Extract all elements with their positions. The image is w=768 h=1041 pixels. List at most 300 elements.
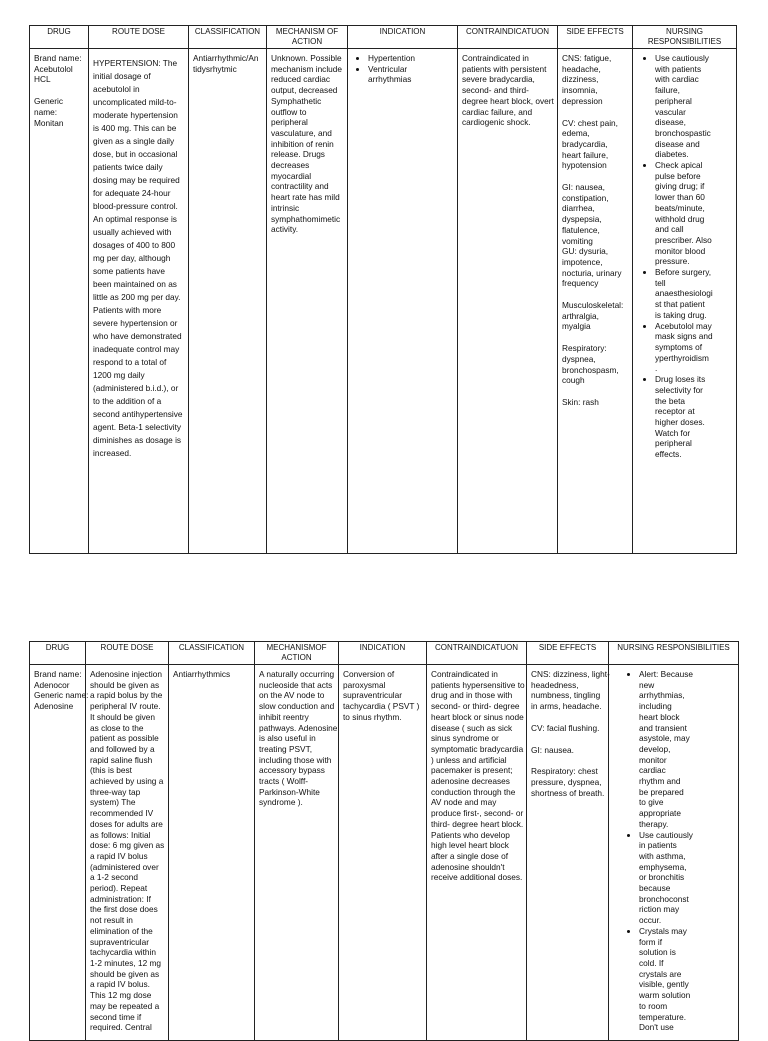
- text-line: moderate hypertension: [93, 110, 178, 120]
- text-line: in arms, headache.: [531, 701, 602, 712]
- text-line: Unknown. Possible: [271, 53, 342, 63]
- text-line: vasculature, and: [271, 127, 332, 138]
- text-line: paroxysmal: [343, 679, 386, 690]
- text-line: It should be given: [90, 711, 156, 722]
- text-line: acebutolol in: [93, 84, 140, 94]
- drug-table-adenosine: [29, 641, 739, 1041]
- text-line: myalgia: [562, 321, 591, 332]
- text-line: (administered over: [90, 861, 159, 872]
- text-line: given as a single daily: [93, 136, 175, 146]
- header-drug: DRUG: [30, 642, 86, 665]
- brand-value: HCL: [34, 74, 51, 85]
- text-line: Don't use: [639, 1022, 674, 1033]
- text-line: reduced cardiac: [271, 74, 331, 85]
- text-line: heart rate has mild: [271, 192, 340, 203]
- text-line: bradycardia,: [562, 138, 608, 149]
- text-line: disease ( such as sick: [431, 722, 513, 733]
- side-effect-group: [562, 300, 628, 332]
- text-line: tell: [655, 277, 666, 288]
- header-side-effects: SIDE EFFECTS: [558, 26, 633, 49]
- text-line: shortness of breath.: [531, 787, 605, 798]
- text-line: with cardiac: [655, 74, 699, 85]
- header-classification: CLASSIFICATION: [169, 642, 255, 665]
- text-line: mg per day, although: [93, 253, 171, 263]
- text-line: diminishes as dosage is: [93, 435, 182, 445]
- nursing-list: [613, 669, 734, 1033]
- text-line: usually achieved with: [93, 227, 172, 237]
- text-line: AV node and may: [431, 797, 497, 808]
- text-line: achieved by using a: [90, 776, 164, 787]
- text-line: tidysrhytmic: [193, 63, 237, 74]
- text-line: Antiarrhythmics: [173, 669, 231, 679]
- brand-label: Brand name:: [34, 53, 82, 63]
- text-line: Patients who develop: [431, 829, 510, 840]
- text-line: cardiogenic shock.: [462, 117, 531, 128]
- text-line: outflow to: [271, 106, 307, 117]
- generic-label: name:: [34, 106, 58, 117]
- text-line: and transient: [639, 722, 687, 733]
- text-line: inhibit reentry: [259, 711, 309, 722]
- mechanism-cell: [267, 49, 348, 554]
- nursing-cell: [609, 665, 739, 1041]
- text-line: frequency: [562, 278, 599, 289]
- text-line: patients twice daily: [93, 162, 163, 172]
- text-line: for adequate 24-hour: [93, 188, 171, 198]
- text-line: pacemaker is present;: [431, 765, 513, 776]
- text-line: conduction through the: [431, 786, 516, 797]
- text-line: administration: If: [90, 893, 151, 904]
- text-line: cardiac failure, and: [462, 106, 533, 117]
- text-line: arthralgia,: [562, 310, 599, 321]
- header-row: [30, 642, 739, 665]
- text-line: monitor: [639, 754, 667, 765]
- text-line: pathways. Adenosine: [259, 722, 338, 733]
- text-line: contractility and: [271, 181, 329, 192]
- bullet-item: [639, 926, 734, 1033]
- text-line: disease and: [655, 138, 700, 149]
- text-line: • Check apical: [655, 160, 703, 171]
- drug-cell: [30, 665, 89, 1041]
- text-line: syndrome ).: [259, 797, 303, 808]
- bullet-item: [655, 374, 732, 460]
- text-line: and followed by a: [90, 743, 155, 754]
- text-line: because: [639, 883, 671, 894]
- text-line: Contraindicated in: [431, 669, 498, 679]
- text-line: occur.: [639, 915, 662, 926]
- text-line: Patients with more: [93, 305, 162, 315]
- text-line: prescriber. Also: [655, 234, 712, 245]
- header-nursing: NURSING RESPONSIBILITIES: [609, 642, 739, 665]
- header-classification: CLASSIFICATION: [189, 26, 267, 49]
- text-line: tachycardia ( PSVT ): [343, 701, 420, 712]
- text-line: Parkinson-White: [259, 786, 320, 797]
- text-line: heart block or sinus node: [431, 711, 524, 722]
- text-line: peripheral: [271, 117, 308, 128]
- text-line: is 400 mg. This can be: [93, 123, 177, 133]
- text-line: • Before surgery,: [655, 267, 712, 278]
- side-effect-group: [531, 745, 604, 756]
- text-line: dosing may be required: [93, 175, 180, 185]
- text-line: monitor blood: [655, 245, 706, 256]
- text-line: second antihypertensive: [93, 409, 183, 419]
- text-line: not result in: [90, 915, 133, 926]
- text-line: nocturia, urinary: [562, 267, 622, 278]
- text-line: peripheral: [655, 438, 692, 449]
- text-line: • Crystals may: [639, 925, 687, 936]
- text-line: HYPERTENSION: The: [93, 58, 178, 68]
- bullet-item: [655, 53, 732, 160]
- text-line: been maintained on as: [93, 279, 177, 289]
- text-line: symptoms of: [655, 341, 703, 352]
- text-line: • Use cautiously: [639, 829, 693, 840]
- text-line: GI: nausea,: [562, 182, 605, 193]
- text-line: intrinsic: [271, 202, 300, 213]
- text-line: yperthyroidism: [655, 352, 709, 363]
- text-line: elimination of the: [90, 925, 153, 936]
- text-line: higher doses.: [655, 416, 705, 427]
- text-line: (administered b.i.d.), or: [93, 383, 179, 393]
- drug-cell: [30, 49, 89, 554]
- text-line: An optimal response is: [93, 214, 177, 224]
- text-line: heart block: [639, 711, 680, 722]
- text-line: the beta: [655, 395, 685, 406]
- text-line: rapid saline flush: [90, 754, 153, 765]
- nursing-cell: [633, 49, 737, 554]
- nursing-list: [637, 53, 732, 460]
- text-line: dosages of 400 to 800: [93, 240, 176, 250]
- text-line: release. Drugs: [271, 149, 325, 160]
- text-line: A naturally occurring: [259, 669, 335, 679]
- text-line: headedness,: [531, 679, 579, 690]
- drug-row: [30, 665, 739, 1041]
- text-line: uncomplicated mild-to-: [93, 97, 177, 107]
- indication-cell: [348, 49, 458, 554]
- text-line: dizziness,: [562, 74, 599, 85]
- text-line: This 12 mg dose: [90, 990, 152, 1001]
- text-line: ) unless and artificial: [431, 754, 507, 765]
- text-line: patients with persistent: [462, 63, 547, 74]
- text-line: pulse before: [655, 170, 701, 181]
- text-line: develop,: [639, 743, 671, 754]
- text-line: impotence,: [562, 256, 603, 267]
- text-line: after a single dose of: [431, 850, 509, 861]
- bullet-item: [655, 267, 732, 321]
- text-line: produce first-, second- or: [431, 808, 524, 819]
- text-line: agent. Beta-1 selectivity: [93, 422, 182, 432]
- header-indication: INDICATION: [348, 26, 458, 49]
- text-line: a rapid IV bolus.: [90, 979, 150, 990]
- text-line: drug and in those with: [431, 690, 513, 701]
- text-line: doses for adults are: [90, 818, 163, 829]
- text-line: emphysema,: [639, 861, 687, 872]
- text-line: is also useful in: [259, 733, 316, 744]
- text-line: second- or third- degree: [431, 701, 520, 712]
- text-line: numbness, tingling: [531, 690, 601, 701]
- text-line: who have demonstrated: [93, 331, 182, 341]
- text-line: giving drug; if: [655, 181, 705, 192]
- text-line: CNS: dizziness, light-: [531, 669, 610, 679]
- side-effect-group: [562, 53, 628, 107]
- text-line: respond to a total of: [93, 357, 167, 367]
- header-row: [30, 26, 737, 49]
- text-line: mechanism include: [271, 63, 343, 74]
- text-line: Antiarrhythmic/An: [193, 53, 259, 63]
- text-line: accessory bypass: [259, 765, 325, 776]
- route-dose-cell: [86, 665, 169, 1041]
- text-line: system) The: [90, 797, 136, 808]
- text-line: form if: [639, 936, 663, 947]
- text-line: be prepared: [639, 786, 684, 797]
- text-line: dyspnea,: [562, 353, 596, 364]
- route-dose-cell: [89, 49, 189, 554]
- text-line: inadequate control may: [93, 344, 180, 354]
- side-effect-group: [531, 669, 610, 712]
- text-line: cold. If: [639, 957, 664, 968]
- text-line: hypotension: [562, 160, 607, 171]
- text-line: Adenosine injection: [90, 669, 162, 679]
- text-line: including those with: [259, 754, 332, 765]
- side-effects-cell: [527, 665, 609, 1041]
- text-line: peripheral: [655, 95, 692, 106]
- bullet-item: [655, 321, 732, 375]
- side-effect-group: [562, 118, 628, 172]
- text-line: GU: dysuria,: [562, 246, 609, 257]
- text-line: Watch for: [655, 427, 691, 438]
- text-line: solution is: [639, 947, 676, 958]
- text-line: severe hypertension or: [93, 318, 178, 328]
- text-line: dose, but in occasional: [93, 149, 178, 159]
- side-effect-group: [562, 343, 628, 386]
- text-line: arrhythmias: [368, 74, 412, 85]
- text-line: myocardial: [271, 170, 312, 181]
- text-line: a rapid IV bolus: [90, 850, 148, 861]
- text-line: Skin: rash: [562, 396, 599, 407]
- text-line: should be given as: [90, 679, 160, 690]
- text-line: lower than 60: [655, 192, 705, 203]
- text-line: inhibition of renin: [271, 138, 334, 149]
- text-line: appropriate: [639, 808, 681, 819]
- text-line: in patients: [639, 840, 677, 851]
- contraindication-cell: [427, 665, 527, 1041]
- text-line: vascular: [655, 106, 686, 117]
- text-line: therapy.: [639, 818, 669, 829]
- text-line: CNS: fatigue,: [562, 53, 612, 63]
- text-line: symptomatic bradycardia: [431, 743, 524, 754]
- text-line: peripheral IV route.: [90, 701, 161, 712]
- text-line: three-way tap: [90, 786, 141, 797]
- generic-value: Monitan: [34, 117, 64, 128]
- header-nursing: NURSING RESPONSIBILITIES: [633, 26, 737, 49]
- text-line: receptor at: [655, 406, 695, 417]
- text-line: • Hypertention: [368, 53, 416, 63]
- text-line: 1200 mg daily: [93, 370, 145, 380]
- text-line: cough: [562, 375, 585, 386]
- text-line: pressure.: [655, 256, 690, 267]
- text-line: output, decreased: [271, 85, 338, 96]
- side-effect-group: [531, 723, 604, 734]
- text-line: insomnia,: [562, 85, 598, 96]
- text-line: adenosine decreases: [431, 776, 510, 787]
- text-line: disease,: [655, 117, 686, 128]
- text-line: period). Repeat: [90, 883, 148, 894]
- text-line: • Acebutolol may: [655, 320, 712, 331]
- text-line: failure,: [655, 85, 680, 96]
- text-line: Adenocor: [34, 679, 70, 690]
- text-line: crystals are: [639, 968, 682, 979]
- text-line: recommended IV: [90, 808, 154, 819]
- text-line: high level heart block: [431, 840, 509, 851]
- side-effect-group: [531, 766, 604, 798]
- text-line: • Ventricular: [368, 63, 408, 74]
- bullet-item: [639, 830, 734, 926]
- text-line: beats/minute,: [655, 202, 705, 213]
- text-line: Conversion of: [343, 669, 395, 679]
- text-line: bronchospasm,: [562, 364, 619, 375]
- text-line: • Use cautiously: [655, 53, 709, 63]
- text-line: rhythm and: [639, 776, 681, 787]
- bullet-item: [368, 64, 453, 85]
- text-line: (this is best: [90, 765, 132, 776]
- text-line: Adenosine: [34, 701, 74, 712]
- indication-cell: [339, 665, 427, 1041]
- header-side-effects: SIDE EFFECTS: [527, 642, 609, 665]
- header-contraindication: CONTRAINDICATUON: [458, 26, 558, 49]
- text-line: GI: nausea.: [531, 744, 574, 755]
- text-line: on the AV node to: [259, 690, 325, 701]
- text-line: degree heart block, overt: [462, 95, 554, 106]
- header-indication: INDICATION: [339, 642, 427, 665]
- text-line: mask signs and: [655, 331, 713, 342]
- header-drug: DRUG: [30, 26, 89, 49]
- text-line: with asthma,: [639, 850, 686, 861]
- text-line: tracts ( Wolff-: [259, 776, 309, 787]
- text-line: to room: [639, 1000, 668, 1011]
- text-line: should be given as: [90, 968, 160, 979]
- text-line: nucleoside that acts: [259, 679, 333, 690]
- text-line: may be repeated a: [90, 1000, 160, 1011]
- text-line: the first dose does: [90, 904, 158, 915]
- text-line: Symphathetic: [271, 95, 322, 106]
- side-effects-cell: [558, 49, 633, 554]
- text-line: depression: [562, 95, 603, 106]
- text-line: as close to the: [90, 722, 144, 733]
- drug-table-acebutolol: [29, 25, 737, 554]
- classification-cell: [169, 665, 255, 1041]
- text-line: Respiratory:: [562, 343, 607, 354]
- text-line: activity.: [271, 224, 299, 235]
- text-line: Respiratory: chest: [531, 766, 598, 777]
- brand-value: Acebutolol: [34, 63, 73, 74]
- text-line: blood-pressure control.: [93, 201, 178, 211]
- text-line: increased.: [93, 448, 132, 458]
- drug-row: [30, 49, 737, 554]
- text-line: to the addition of a: [93, 396, 162, 406]
- text-line: • Drug loses its: [655, 374, 706, 385]
- text-line: as follows: Initial: [90, 829, 151, 840]
- text-line: Generic name:: [34, 690, 89, 701]
- text-line: patient as possible: [90, 733, 159, 744]
- text-line: sinus syndrome or: [431, 733, 499, 744]
- text-line: second time if: [90, 1011, 142, 1022]
- text-line: withhold drug: [655, 213, 705, 224]
- text-line: a rapid bolus by the: [90, 690, 163, 701]
- text-line: receive additional doses.: [431, 872, 523, 883]
- text-line: and call: [655, 224, 684, 235]
- header-route-dose: ROUTE DOSE: [89, 26, 189, 49]
- text-line: severe bradycardia,: [462, 74, 535, 85]
- indication-list: [352, 53, 453, 85]
- text-line: symphathomimetic: [271, 213, 341, 224]
- header-route-dose: ROUTE DOSE: [86, 642, 169, 665]
- text-line: • Alert: Because: [639, 669, 693, 679]
- text-line: dose: 6 mg given as: [90, 840, 165, 851]
- text-line: riction may: [639, 904, 680, 915]
- text-line: temperature.: [639, 1011, 687, 1022]
- text-line: dyspepsia,: [562, 214, 602, 225]
- text-line: diarrhea,: [562, 203, 595, 214]
- text-line: or bronchitis: [639, 872, 685, 883]
- text-line: tachycardia within: [90, 947, 156, 958]
- text-line: CV: chest pain,: [562, 117, 618, 128]
- text-line: new: [639, 679, 655, 690]
- text-line: bronchospastic: [655, 127, 711, 138]
- text-line: treating PSVT,: [259, 743, 313, 754]
- text-line: selectivity for: [655, 384, 703, 395]
- header-contraindication: CONTRAINDICATUON: [427, 642, 527, 665]
- text-line: little as 200 mg per day.: [93, 292, 181, 302]
- text-line: to give: [639, 797, 664, 808]
- text-line: headache,: [562, 63, 601, 74]
- text-line: edema,: [562, 128, 590, 139]
- generic-label: Generic: [34, 96, 64, 107]
- text-line: bronchoconst: [639, 893, 689, 904]
- text-line: flatulence,: [562, 224, 600, 235]
- text-line: patients hypersensitive to: [431, 679, 525, 690]
- text-line: slow conduction and: [259, 701, 335, 712]
- bullet-item: [368, 53, 453, 64]
- text-line: st that patient: [655, 299, 705, 310]
- text-line: heart failure,: [562, 149, 609, 160]
- classification-cell: [189, 49, 267, 554]
- text-line: some patients have: [93, 266, 165, 276]
- side-effect-group: [562, 397, 628, 408]
- text-line: Brand name:: [34, 669, 82, 679]
- header-mechanism: MECHANISM OF ACTION: [267, 26, 348, 49]
- text-line: supraventricular: [343, 690, 403, 701]
- text-line: 1-2 minutes, 12 mg: [90, 957, 162, 968]
- text-line: anaesthesiologi: [655, 288, 713, 299]
- text-line: Musculoskeletal:: [562, 300, 624, 311]
- text-line: initial dosage of: [93, 71, 151, 81]
- text-line: .: [655, 363, 658, 374]
- side-effect-group: [562, 182, 628, 289]
- mechanism-cell: [255, 665, 339, 1041]
- header-mechanism: MECHANISMOF ACTION: [255, 642, 339, 665]
- text-line: constipation,: [562, 192, 609, 203]
- text-line: is taking drug.: [655, 309, 707, 320]
- contraindication-cell: [458, 49, 558, 554]
- text-line: a 1-2 second: [90, 872, 138, 883]
- text-line: pressure, dyspnea,: [531, 776, 602, 787]
- text-line: adenosine shouldn't: [431, 861, 505, 872]
- text-line: CV: facial flushing.: [531, 722, 600, 733]
- text-line: asystole, may: [639, 733, 690, 744]
- text-line: arrhythmias,: [639, 690, 685, 701]
- text-line: with patients: [655, 63, 702, 74]
- text-line: second- and third-: [462, 85, 529, 96]
- text-line: required. Central: [90, 1022, 152, 1033]
- text-line: Contraindicated in: [462, 53, 529, 63]
